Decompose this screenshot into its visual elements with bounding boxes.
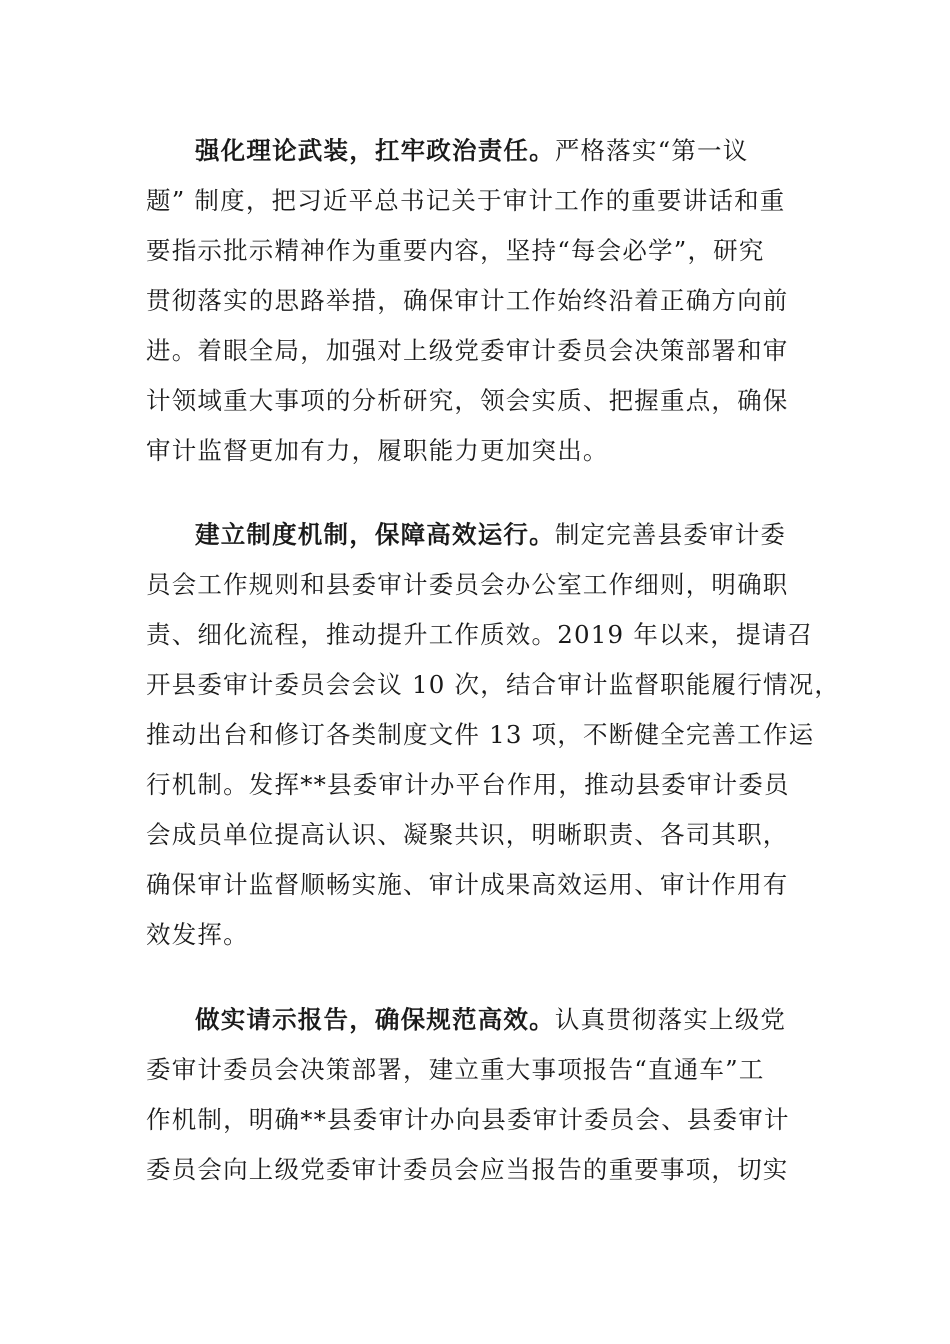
paragraph-line: 推动出台和修订各类制度文件 13 项，不断健全完善工作运 bbox=[146, 720, 815, 749]
paragraph-line: 题” 制度，把习近平总书记关于审计工作的重要讲话和重 bbox=[146, 186, 786, 215]
paragraph-first-line bbox=[146, 995, 806, 1045]
paragraph-lead: 做实请示报告，确保规范高效。 bbox=[195, 1005, 555, 1034]
paragraph-line: 会成员单位提高认识、凝聚共识，明晰职责、各司其职， bbox=[146, 820, 789, 849]
paragraph-line: 委员会向上级党委审计委员会应当报告的重要事项，切实 bbox=[146, 1155, 789, 1184]
paragraph-line: 计领域重大事项的分析研究，领会实质、把握重点，确保 bbox=[146, 386, 789, 415]
paragraph-lead: 建立制度机制，保障高效运行。 bbox=[195, 520, 555, 549]
paragraph-line: 作机制，明确**县委审计办向县委审计委员会、县委审计 bbox=[146, 1105, 790, 1134]
paragraph-system-mechanism bbox=[146, 510, 841, 960]
paragraph-text: 认真贯彻落实上级党 bbox=[554, 1005, 787, 1034]
paragraph-first-line bbox=[146, 510, 806, 560]
paragraph-lead: 强化理论武装，扛牢政治责任。 bbox=[195, 136, 555, 165]
paragraph-line: 进。着眼全局，加强对上级党委审计委员会决策部署和审 bbox=[146, 336, 789, 365]
paragraph-text: 制定完善县委审计委 bbox=[554, 520, 787, 549]
paragraph-line: 委审计委员会决策部署，建立重大事项报告“直通车”工 bbox=[146, 1055, 765, 1084]
paragraph-line: 员会工作规则和县委审计委员会办公室工作细则，明确职 bbox=[146, 570, 789, 599]
paragraph-line: 确保审计监督顺畅实施、审计成果高效运用、审计作用有 bbox=[146, 870, 789, 899]
paragraph-line: 开县委审计委员会会议 10 次，结合审计监督职能履行情况， bbox=[146, 670, 841, 699]
paragraph-line: 行机制。发挥**县委审计办平台作用，推动县委审计委员 bbox=[146, 770, 790, 799]
paragraph-line: 要指示批示精神作为重要内容，坚持“每会必学”，研究 bbox=[146, 236, 765, 265]
paragraph-line: 贯彻落实的思路举措，确保审计工作始终沿着正确方向前 bbox=[146, 286, 789, 315]
paragraph-text: 严格落实“第一议 bbox=[554, 136, 749, 165]
paragraph-line: 效发挥。 bbox=[146, 920, 249, 949]
paragraph-line: 审计监督更加有力，履职能力更加突出。 bbox=[146, 436, 609, 465]
paragraph-line: 责、细化流程，推动提升工作质效。2019 年以来，提请召 bbox=[146, 620, 814, 649]
paragraph-theory-armament bbox=[146, 126, 806, 476]
paragraph-first-line bbox=[146, 126, 806, 176]
paragraph-report-request bbox=[146, 995, 806, 1195]
